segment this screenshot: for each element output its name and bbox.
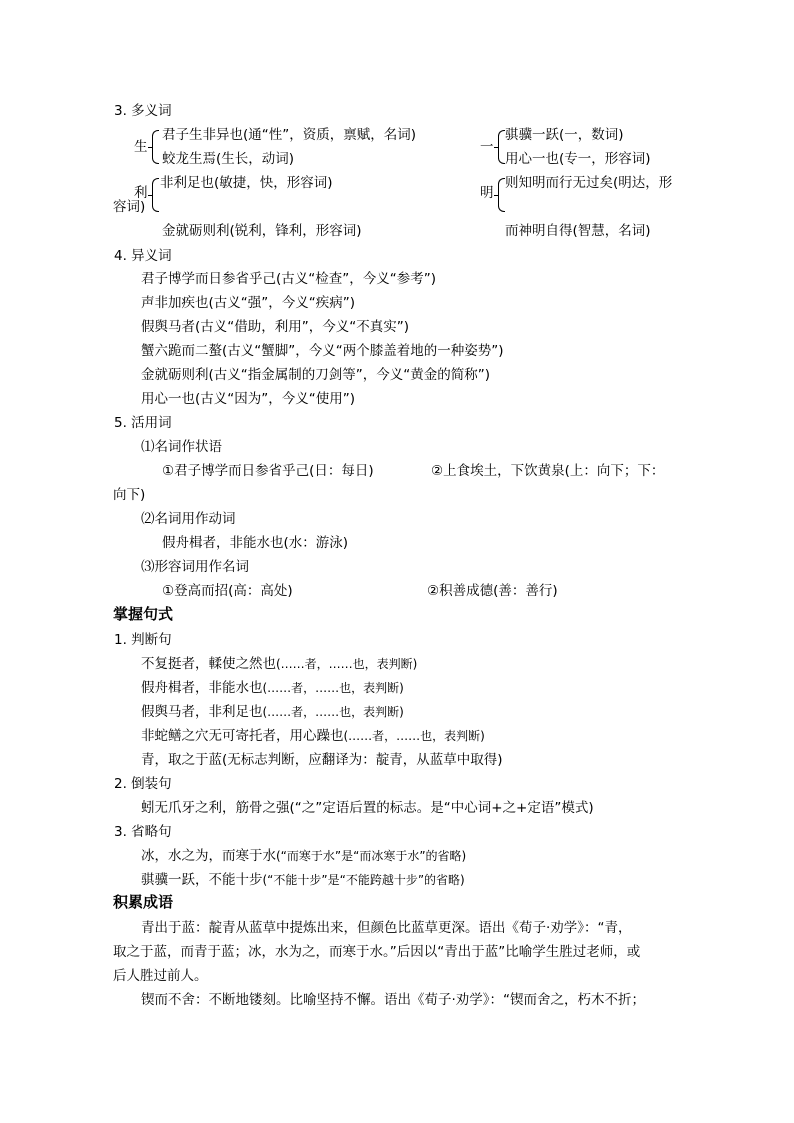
example: ①登高而招(高：高处) <box>162 583 293 599</box>
list-item: 不复挺者，輮使之然也(……者，……也，表判断) <box>141 656 418 672</box>
paragraph-line: 取之于蓝，而青于蓝；冰，水为之，而寒于水。”后因以“青出于蓝”比喻学生胜过老师，或 <box>113 944 641 960</box>
example: ①君子博学而日参省乎己(日：每日) <box>162 463 374 479</box>
brace-icon <box>152 178 159 212</box>
example: 假舟楫者，非能水也(水：游泳) <box>162 535 349 551</box>
heading-inversion: 2. 倒装句 <box>114 776 172 792</box>
list-item: 蟹六跪而二螯(古义“蟹脚”，今义“两个膝盖着地的一种姿势”) <box>141 343 504 359</box>
list-item: 声非加疾也(古义“强”，今义“疾病”) <box>141 295 356 311</box>
list-item: 青，取之于蓝(无标志判断，应翻译为：靛青，从蓝草中取得) <box>141 752 503 768</box>
example: ②积善成德(善：善行) <box>427 583 558 599</box>
heading-ancient-modern: 4. 异义词 <box>114 248 172 264</box>
list-item: 蚓无爪牙之利，筋骨之强(“之”定语后置的标志。是“中心词+之+定语”模式) <box>141 800 594 816</box>
entry-li-2: 金就砺则利(锐利，锋利，形容词) <box>162 223 362 239</box>
heading-polysemy: 3. 多义词 <box>114 103 172 119</box>
entry-ming-1: 则知明而行无过矣(明达，形 <box>505 175 673 191</box>
example: ②上食埃土，下饮黄泉(上：向下；下： <box>431 463 665 479</box>
char-li: 利 <box>134 185 148 201</box>
entry-li-1-tail: 容词) <box>113 199 146 215</box>
entry-yi-1: 骐骥一跃(一，数词) <box>505 127 624 143</box>
entry-yi-2: 用心一也(专一，形容词) <box>505 151 651 167</box>
char-ming: 明 <box>480 185 494 201</box>
list-item: 君子博学而日参省乎己(古义“检查”，今义“参考”) <box>141 271 437 287</box>
subheading: ⑴名词作状语 <box>141 439 222 455</box>
list-item: 冰，水之为，而寒于水(“而寒于水”是“而冰寒于水”的省略) <box>141 848 467 864</box>
list-item: 用心一也(古义“因为”，今义“使用”) <box>141 391 356 407</box>
list-item: 非蛇鳝之穴无可寄托者，用心躁也(……者，……也，表判断) <box>141 728 485 744</box>
list-item: 假舟楫者，非能水也(……者，……也，表判断) <box>141 680 404 696</box>
char-yi: 一 <box>480 139 494 155</box>
entry-li-1: 非利足也(敏捷，快，形容词) <box>160 175 333 191</box>
heading-word-usage: 5. 活用词 <box>114 415 172 431</box>
heading-ellipsis: 3. 省略句 <box>114 824 172 840</box>
example-tail: 向下) <box>113 487 146 503</box>
char-sheng: 生 <box>134 139 148 155</box>
list-item: 骐骥一跃，不能十步(“不能十步”是“不能跨越十步”的省略) <box>141 872 465 888</box>
brace-icon <box>152 130 159 164</box>
subheading: ⑵名词用作动词 <box>141 511 236 527</box>
paragraph-line: 后人胜过前人。 <box>113 968 208 984</box>
entry-ming-2: 而神明自得(智慧，名词) <box>505 223 651 239</box>
paragraph-line: 锲而不舍：不断地镂刻。比喻坚持不懈。语出《荀子·劝学》：“锲而舍之，朽木不折； <box>141 992 646 1008</box>
subheading: ⑶形容词用作名词 <box>141 559 249 575</box>
list-item: 金就砺则利(古义“指金属制的刀剑等”，今义“黄金的简称”) <box>141 367 491 383</box>
section-title: 积累成语 <box>113 893 174 911</box>
entry-sheng-2: 蛟龙生焉(生长，动词) <box>162 151 295 167</box>
brace-icon <box>498 178 505 212</box>
paragraph-line: 青出于蓝：靛青从蓝草中提炼出来，但颜色比蓝草更深。语出《荀子·劝学》：“青， <box>141 920 632 936</box>
entry-sheng-1: 君子生非异也(通“性”，资质，禀赋，名词) <box>162 127 417 143</box>
section-title: 掌握句式 <box>113 605 174 623</box>
list-item: 假舆马者(古义“借助，利用”，今义“不真实”) <box>141 319 410 335</box>
heading-judgment: 1. 判断句 <box>114 632 172 648</box>
list-item: 假舆马者，非利足也(……者，……也，表判断) <box>141 704 404 720</box>
brace-icon <box>498 130 505 164</box>
